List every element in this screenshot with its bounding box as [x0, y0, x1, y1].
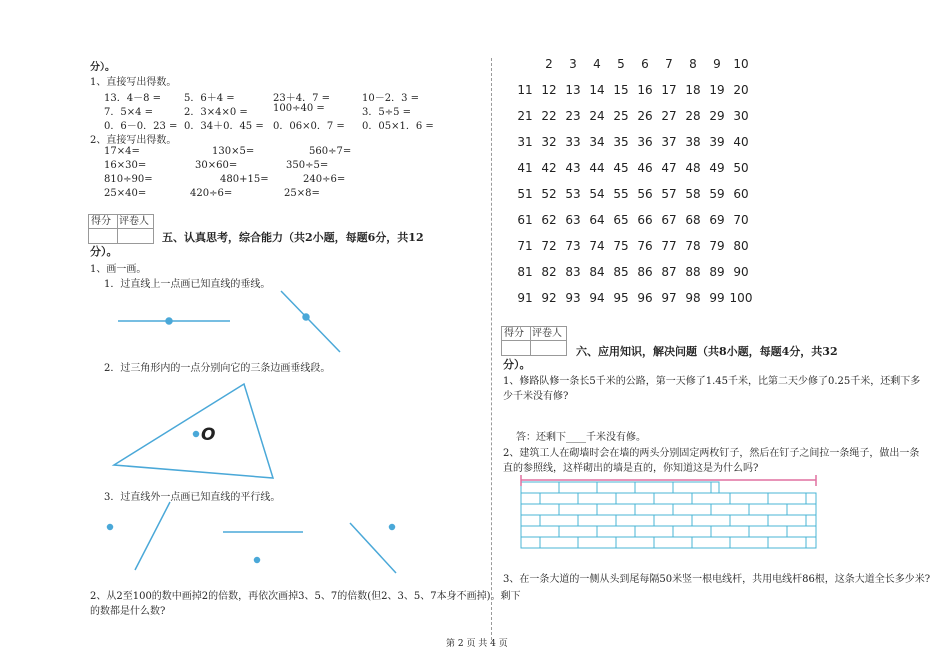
- grid-number: 65: [613, 213, 629, 227]
- grid-number: 40: [733, 135, 749, 149]
- grid-number: 68: [685, 213, 701, 227]
- score-label: 得分: [91, 216, 111, 227]
- grid-number: 24: [589, 109, 605, 123]
- grid-number: 79: [709, 239, 725, 253]
- grid-number: 35: [613, 135, 629, 149]
- grid-number: 81: [517, 265, 533, 279]
- brick-row: [521, 493, 816, 504]
- grid-number: 45: [613, 161, 629, 175]
- grid-number: 20: [733, 83, 749, 97]
- score-label: 得分: [504, 328, 524, 339]
- section6-title: 六、应用知识，解决问题（共8小题，每题4分，共32: [576, 345, 838, 358]
- grid-number: 4: [593, 57, 601, 71]
- q1-cell: 0．06×0．7 =: [273, 121, 345, 132]
- grid-number: 85: [613, 265, 629, 279]
- grid-number: 31: [517, 135, 533, 149]
- grid-number: 93: [565, 291, 581, 305]
- grid-number: 34: [589, 135, 605, 149]
- section5-title: 五、认真思考，综合能力（共2小题，每题6分，共12: [162, 231, 424, 244]
- grid-number: 21: [517, 109, 533, 123]
- grid-number: 57: [661, 187, 677, 201]
- brick-row: [521, 515, 816, 526]
- grid-number: 5: [617, 57, 625, 71]
- grid-number: 54: [589, 187, 605, 201]
- q2-title: 2、直接写出得数。: [90, 135, 177, 146]
- grid-number: 96: [637, 291, 653, 305]
- grid-number: 69: [709, 213, 725, 227]
- grid-number: 29: [709, 109, 725, 123]
- q2-cell: 240÷6=: [303, 174, 346, 185]
- grid-number: 92: [541, 291, 557, 305]
- grid-number: 9: [713, 57, 721, 71]
- grid-number: 6: [641, 57, 649, 71]
- grid-number: 89: [709, 265, 725, 279]
- section6-tail: 分）。: [503, 358, 531, 371]
- grid-number: 56: [637, 187, 653, 201]
- grid-number: 43: [565, 161, 581, 175]
- q2-cell: 17×4=: [104, 146, 140, 157]
- grid-number: 59: [709, 187, 725, 201]
- grid-number: 94: [589, 291, 605, 305]
- grid-number: 53: [565, 187, 581, 201]
- draw-item-3: 3．过直线外一点画已知直线的平行线。: [104, 492, 281, 503]
- grid-number: 22: [541, 109, 557, 123]
- q1-cell: 2．3×4×0 =: [184, 107, 248, 118]
- q1-cell: 5．6＋4 =: [184, 93, 235, 104]
- q1-title: 1、直接写出得数。: [90, 77, 177, 88]
- q1-cell: 10－2．3 =: [362, 93, 420, 104]
- grid-number: 71: [517, 239, 533, 253]
- q2-cell: 560÷7=: [309, 146, 352, 157]
- q2-cell: 350÷5=: [286, 160, 329, 171]
- grid-number: 58: [685, 187, 701, 201]
- grid-number: 26: [637, 109, 653, 123]
- grid-number: 30: [733, 109, 749, 123]
- grid-number: 97: [661, 291, 677, 305]
- grid-number: 51: [517, 187, 533, 201]
- problem2-line2: 直的参照线，这样砌出的墙是直的，你知道这是为什么吗?: [503, 463, 759, 474]
- q1-cell: 100÷40 =: [273, 103, 325, 114]
- grid-number: 50: [733, 161, 749, 175]
- grid-number: 48: [685, 161, 701, 175]
- grid-number: 39: [709, 135, 725, 149]
- grid-number: 98: [685, 291, 701, 305]
- grid-number: 90: [733, 265, 749, 279]
- grid-number: 61: [517, 213, 533, 227]
- q1-cell: 0．05×1．6 =: [362, 121, 434, 132]
- grader-label: 评卷人: [532, 328, 562, 339]
- grid-number: 19: [709, 83, 725, 97]
- grid-number: 84: [589, 265, 605, 279]
- grid-number: 11: [517, 83, 533, 97]
- grid-number: 78: [685, 239, 701, 253]
- grid-number: 64: [589, 213, 605, 227]
- grid-number: 25: [613, 109, 629, 123]
- q2-cell: 25×40=: [104, 188, 147, 199]
- brick-row: [521, 482, 719, 493]
- grid-number: 41: [517, 161, 533, 175]
- q1-cell: 7．5×4 =: [104, 107, 154, 118]
- grid-number: 77: [661, 239, 677, 253]
- grid-number: 67: [661, 213, 677, 227]
- grid-number: 16: [637, 83, 653, 97]
- brick-row: [521, 504, 816, 515]
- grid-number: 15: [613, 83, 629, 97]
- sieve-question-line1: 2、从2至100的数中画掉2的倍数，再依次画掉3、5、7的倍数(但2、3、5、7本身不画掉)。剩下: [90, 591, 521, 602]
- q1-cell: 3．5÷5 =: [362, 107, 412, 118]
- grid-number: 52: [541, 187, 557, 201]
- grid-number: 17: [661, 83, 677, 97]
- grid-number: 36: [637, 135, 653, 149]
- grid-number: 13: [565, 83, 581, 97]
- grid-number: 91: [517, 291, 533, 305]
- grid-number: 99: [709, 291, 725, 305]
- grid-number: 27: [661, 109, 677, 123]
- grid-number: 62: [541, 213, 557, 227]
- q2-cell: 810÷90=: [104, 174, 153, 185]
- grid-number: 86: [637, 265, 653, 279]
- grid-number: 18: [685, 83, 701, 97]
- grid-number: 44: [589, 161, 605, 175]
- problem3-line1: 3、在一条大道的一侧从头到尾每隔50米竖一根电线杆，共用电线杆86根，这条大道全长多少米?: [503, 574, 931, 585]
- grid-number: 28: [685, 109, 701, 123]
- grid-number: 3: [569, 57, 577, 71]
- section-tail-text: 分）。: [90, 62, 115, 73]
- draw-item-1: 1．过直线上一点画已知直线的垂线。: [104, 279, 271, 290]
- q1-cell: 13．4－8 =: [104, 93, 162, 104]
- grid-number: 82: [541, 265, 557, 279]
- grid-number: 12: [541, 83, 557, 97]
- grid-number: 72: [541, 239, 557, 253]
- grid-number: 80: [733, 239, 749, 253]
- sieve-question-line2: 的数都是什么数?: [90, 606, 166, 617]
- page-footer: 第 2 页 共 4 页: [446, 639, 508, 649]
- grid-number: 66: [637, 213, 653, 227]
- grid-number: 76: [637, 239, 653, 253]
- grid-number: 87: [661, 265, 677, 279]
- grid-number: 55: [613, 187, 629, 201]
- q1-cell: 0．6－0．23 =: [104, 121, 178, 132]
- grid-number: 37: [661, 135, 677, 149]
- grid-number: 33: [565, 135, 581, 149]
- grid-number: 49: [709, 161, 725, 175]
- brick-row: [521, 537, 816, 548]
- grid-number: 32: [541, 135, 557, 149]
- grid-number: 74: [589, 239, 605, 253]
- grid-number: 10: [733, 57, 749, 71]
- grid-number: 8: [689, 57, 697, 71]
- grid-number: 47: [661, 161, 677, 175]
- grid-number: 42: [541, 161, 557, 175]
- grid-number: 70: [733, 213, 749, 227]
- problem1-line1: 1、修路队修一条长5千米的公路，第一天修了1.45千米，比第二天少修了0.25千米，还剩下多: [503, 376, 921, 387]
- brick-row: [521, 526, 816, 537]
- grid-number: 100: [729, 291, 753, 305]
- grid-number: 38: [685, 135, 701, 149]
- grid-number: 95: [613, 291, 629, 305]
- grid-number: 88: [685, 265, 701, 279]
- q2-cell: 25×8=: [284, 188, 320, 199]
- q1-cell: 0．34＋0．45 =: [184, 121, 264, 132]
- draw-item-2: 2．过三角形内的一点分别向它的三条边画垂线段。: [104, 363, 331, 374]
- q2-cell: 420÷6=: [190, 188, 233, 199]
- grid-number: 83: [565, 265, 581, 279]
- grid-number: 63: [565, 213, 581, 227]
- section5-tail: 分）。: [90, 245, 118, 258]
- q2-cell: 130×5=: [212, 146, 255, 157]
- q2-cell: 30×60=: [195, 160, 238, 171]
- problem1-line2: 少千米没有修?: [503, 391, 569, 402]
- grid-number: 73: [565, 239, 581, 253]
- grid-number: 60: [733, 187, 749, 201]
- grader-label: 评卷人: [119, 216, 149, 227]
- q2-cell: 16×30=: [104, 160, 147, 171]
- grid-number: 14: [589, 83, 605, 97]
- q1-cell: 23＋4．7 =: [273, 93, 331, 104]
- problem1-answer: 答：还剩下____千米没有修。: [516, 432, 646, 443]
- grid-number: 7: [665, 57, 673, 71]
- grid-number: 75: [613, 239, 629, 253]
- grid-number: 23: [565, 109, 581, 123]
- grid-number: 46: [637, 161, 653, 175]
- problem2-line1: 2、建筑工人在砌墙时会在墙的两头分别固定两枚钉子，然后在钉子之间拉一条绳子，做出一条: [503, 448, 920, 459]
- point-o-label: O: [201, 425, 216, 445]
- grid-number: 2: [545, 57, 553, 71]
- q2-cell: 480+15=: [220, 174, 269, 185]
- draw-title: 1、画一画。: [90, 264, 147, 275]
